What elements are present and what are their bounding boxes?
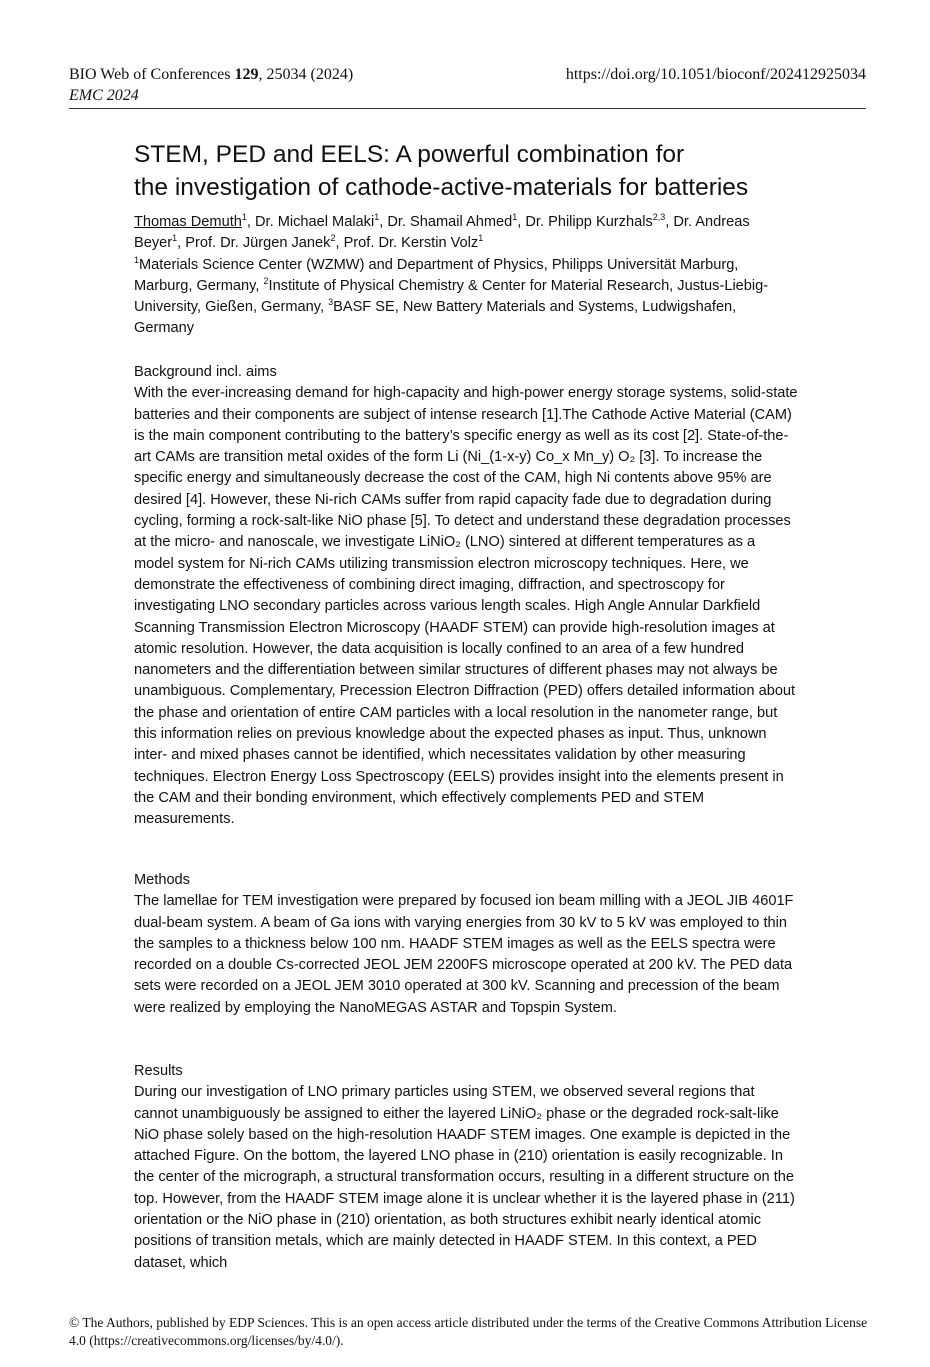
- section-heading: Results: [134, 1063, 183, 1079]
- paper-title: STEM, PED and EELS: A powerful combination for the investigation of cathode-active-materials for batteries: [134, 141, 749, 201]
- conference-name: EMC 2024: [69, 87, 139, 104]
- license-footer: © The Authors, published by EDP Sciences. This is an open access article distributed under the terms of the Creative Commons Attribution License 4.0 (https://creativecommons.org/licenses/by/4.0/).: [69, 1315, 868, 1348]
- doi-link[interactable]: https://doi.org/10.1051/bioconf/202412925034: [565, 66, 866, 83]
- author-list: Thomas Demuth$^1$, Dr. Michael Malaki$^1$, Dr. Shamail Ahmed$^1$, Dr. Philipp Kurzhals$^{2,3}$, Dr. Andreas Beyer$^1$, Prof. Dr. Jürgen Janek$^2$, Prof. Dr. Kerstin Volz$^1$: [134, 212, 750, 252]
- volume-number: 129: [234, 66, 259, 83]
- author-block: [134, 212, 798, 340]
- section-results: [134, 1061, 798, 1274]
- section-heading: Methods: [134, 872, 190, 888]
- running-header-left: [69, 64, 353, 106]
- presenting-author: Thomas Demuth: [134, 214, 242, 230]
- section-heading: Background incl. aims: [134, 364, 277, 380]
- section-methods: [134, 870, 798, 1019]
- section-background: [134, 362, 798, 831]
- section-body: With the ever-increasing demand for high-capacity and high-power energy storage systems, solid-state batteries and their components are subject of intense research [1].The Cathode Active Material (CAM) is the main component contributing to the battery’s specific energy as well as its cost [2]. State-of-the-art CAMs are transition metal oxides of the form Li (Ni_(1-x-y) Co_x Mn_y) O₂ [3]. To increase the specific energy and simultaneously decrease the cost of the CAM, high Ni contents above 95% are desired [4]. However, these Ni-rich CAMs suffer from rapid capacity fade due to degradation during cycling, forming a rock-salt-like NiO phase [5]. To detect and understand these degradation processes at the micro- and nanoscale, we investigate LiNiO₂ (LNO) sintered at different temperatures as a model system for Ni-rich CAMs utilizing transmission electron microscopy techniques. Here, we demonstrate the effectiveness of combining direct imaging, diffraction, and spectroscopy for investigating LNO secondary particles across various length scales. High Angle Annular Darkfield Scanning Transmission Electron Microscopy (HAADF STEM) can provide high-resolution images at atomic resolution. However, the data acquisition is locally confined to an area of a few hundred nanometers and the differentiation between similar structures of different phases may not always be unambiguous. Complementary, Precession Electron Diffraction (PED) offers detailed information about the phase and orientation of entire CAM particles with a local resolution in the nanometer range, but this information relies on previous knowledge about the expected phases as input. Thus, unknown inter- and mixed phases cannot be identified, which necessitates validation by other measuring techniques. Electron Energy Loss Spectroscopy (EELS) provides insight into the elements present in the CAM and their bonding environment, which effectively complements PED and STEM measurements.: [134, 385, 798, 828]
- header-divider: [69, 108, 866, 109]
- section-body: The lamellae for TEM investigation were prepared by focused ion beam milling with a JEOL JIB 4601F dual-beam system. A beam of Ga ions with varying energies from 30 kV to 5 kV was employed to thin the samples to a thickness below 100 nm. HAADF STEM images as well as the EELS spectra were recorded on a double Cs-corrected JEOL JEM 2200FS microscope operated at 200 kV. The PED data sets were recorded on a JEOL JEM 3010 operated at 300 kV. Scanning and precession of the beam were realized by employing the NanoMEGAS ASTAR and Topspin System.: [134, 893, 794, 1016]
- affiliations: $^1$Materials Science Center (WZMW) and Department of Physics, Philipps Universität Marburg, Marburg, Germany, $^2$Institute of Physical Chemistry & Center for Material Research, Justus-Liebig-University, Gießen, Germany, $^3$BASF SE, New Battery Materials and Systems, Ludwigshafen, Germany: [134, 254, 769, 337]
- journal-citation: BIO Web of Conferences 129, 25034 (2024): [69, 66, 354, 83]
- section-body: During our investigation of LNO primary particles using STEM, we observed several regions that cannot unambiguously be assigned to either the layered LiNiO₂ phase or the degraded rock-salt-like NiO phase solely based on the high-resolution HAADF STEM images. One example is depicted in the attached Figure. On the bottom, the layered LNO phase in (210) orientation is easily recognizable. In the center of the micrograph, a structural transformation occurs, resulting in a different structure on the top. However, from the HAADF STEM image alone it is unclear whether it is the layered phase in (211) orientation or the NiO phase in (210) orientation, as both structures exhibit nearly identical atomic positions of transition metals, which are mainly detected in HAADF STEM. In this context, a PED dataset, which: [134, 1084, 795, 1271]
